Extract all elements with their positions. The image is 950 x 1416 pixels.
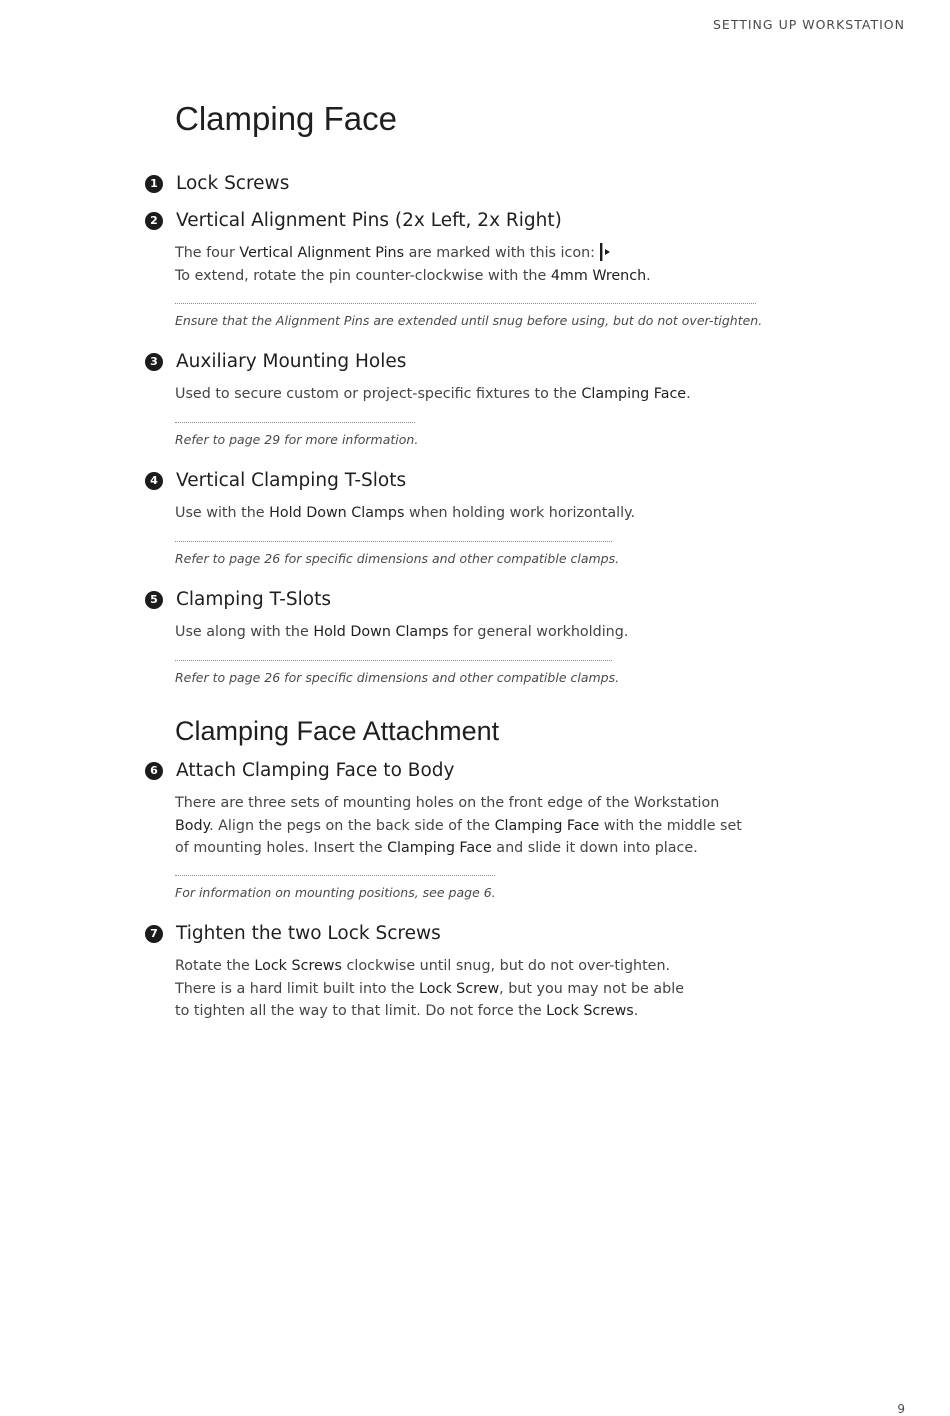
term-lock-screw: Lock Screw	[419, 980, 500, 997]
term-clamping-face: Clamping Face	[387, 840, 492, 856]
note: Ensure that the Alignment Pins are extended until snug before using, but do not over-tighten.	[175, 313, 763, 328]
item-title-lock-screws: Lock Screws	[176, 173, 290, 194]
item-title-tighten-lock-screws: Tighten the two Lock Screws	[176, 923, 441, 944]
alignment-pin-icon	[598, 243, 612, 261]
term-lock-screws: Lock Screws	[546, 1003, 634, 1019]
item-number-badge: 5	[145, 591, 163, 609]
paragraph: Use along with the Hold Down Clamps for general workholding.	[175, 624, 629, 640]
item-number-badge: 1	[145, 175, 163, 193]
item-title-attach-clamping-face: Attach Clamping Face to Body	[176, 760, 455, 781]
paragraph: The four Vertical Alignment Pins are marked with this icon: To extend, rotate the pin counter-clockwise with the 4mm Wrench.	[175, 245, 651, 284]
running-header: SETTING UP WORKSTATION	[712, 17, 905, 32]
item-title-clamping-t-slots: Clamping T-Slots	[176, 589, 332, 610]
item-number-badge: 4	[145, 472, 163, 490]
dotted-divider	[175, 541, 612, 542]
term-clamping-face: Clamping Face	[581, 386, 687, 402]
item-title-auxiliary-mounting-holes: Auxiliary Mounting Holes	[176, 351, 407, 372]
term-4mm-wrench: 4mm Wrench	[550, 267, 647, 284]
paragraph: There are three sets of mounting holes on the front edge of the Workstation Body. Align the pegs on the back side of the Clamping Face with the middle set of mounting holes. Insert the Clamping Face and slide it down into place.	[175, 795, 742, 856]
paragraph: Use with the Hold Down Clamps when holding work horizontally.	[175, 505, 636, 521]
term-body: Body	[175, 817, 210, 834]
term-vertical-alignment-pins: Vertical Alignment Pins	[239, 245, 405, 261]
item-title-vertical-alignment-pins: Vertical Alignment Pins (2x Left, 2x Right)	[176, 210, 562, 231]
item-number-badge: 7	[145, 925, 163, 943]
section-title-clamping-face-attachment: Clamping Face Attachment	[175, 716, 500, 746]
term-lock-screws: Lock Screws	[254, 958, 342, 974]
dotted-divider	[175, 422, 415, 423]
item-number-badge: 2	[145, 212, 163, 230]
dotted-divider	[175, 303, 756, 304]
term-clamping-face: Clamping Face	[494, 817, 600, 834]
item-title-vertical-clamping-t-slots: Vertical Clamping T-Slots	[176, 470, 407, 491]
term-hold-down-clamps: Hold Down Clamps	[313, 624, 449, 640]
item-number-badge: 3	[145, 353, 163, 371]
paragraph: Rotate the Lock Screws clockwise until snug, but do not over-tighten. There is a hard limit built into the Lock Screw, but you may not be able to tighten all the way to that limit. Do not force the Lock Screws.	[175, 958, 685, 1019]
item-number-badge: 6	[145, 762, 163, 780]
section-title-clamping-face: Clamping Face	[175, 100, 397, 137]
page-number: 9	[897, 1402, 905, 1416]
note: Refer to page 26 for specific dimensions and other compatible clamps.	[175, 551, 620, 566]
note: For information on mounting positions, see page 6.	[175, 885, 496, 900]
term-hold-down-clamps: Hold Down Clamps	[269, 505, 405, 521]
dotted-divider	[175, 875, 495, 876]
dotted-divider	[175, 660, 612, 661]
note: Refer to page 29 for more information.	[175, 432, 419, 447]
note: Refer to page 26 for specific dimensions and other compatible clamps.	[175, 670, 620, 685]
paragraph: Used to secure custom or project-specific fixtures to the Clamping Face.	[175, 386, 691, 402]
